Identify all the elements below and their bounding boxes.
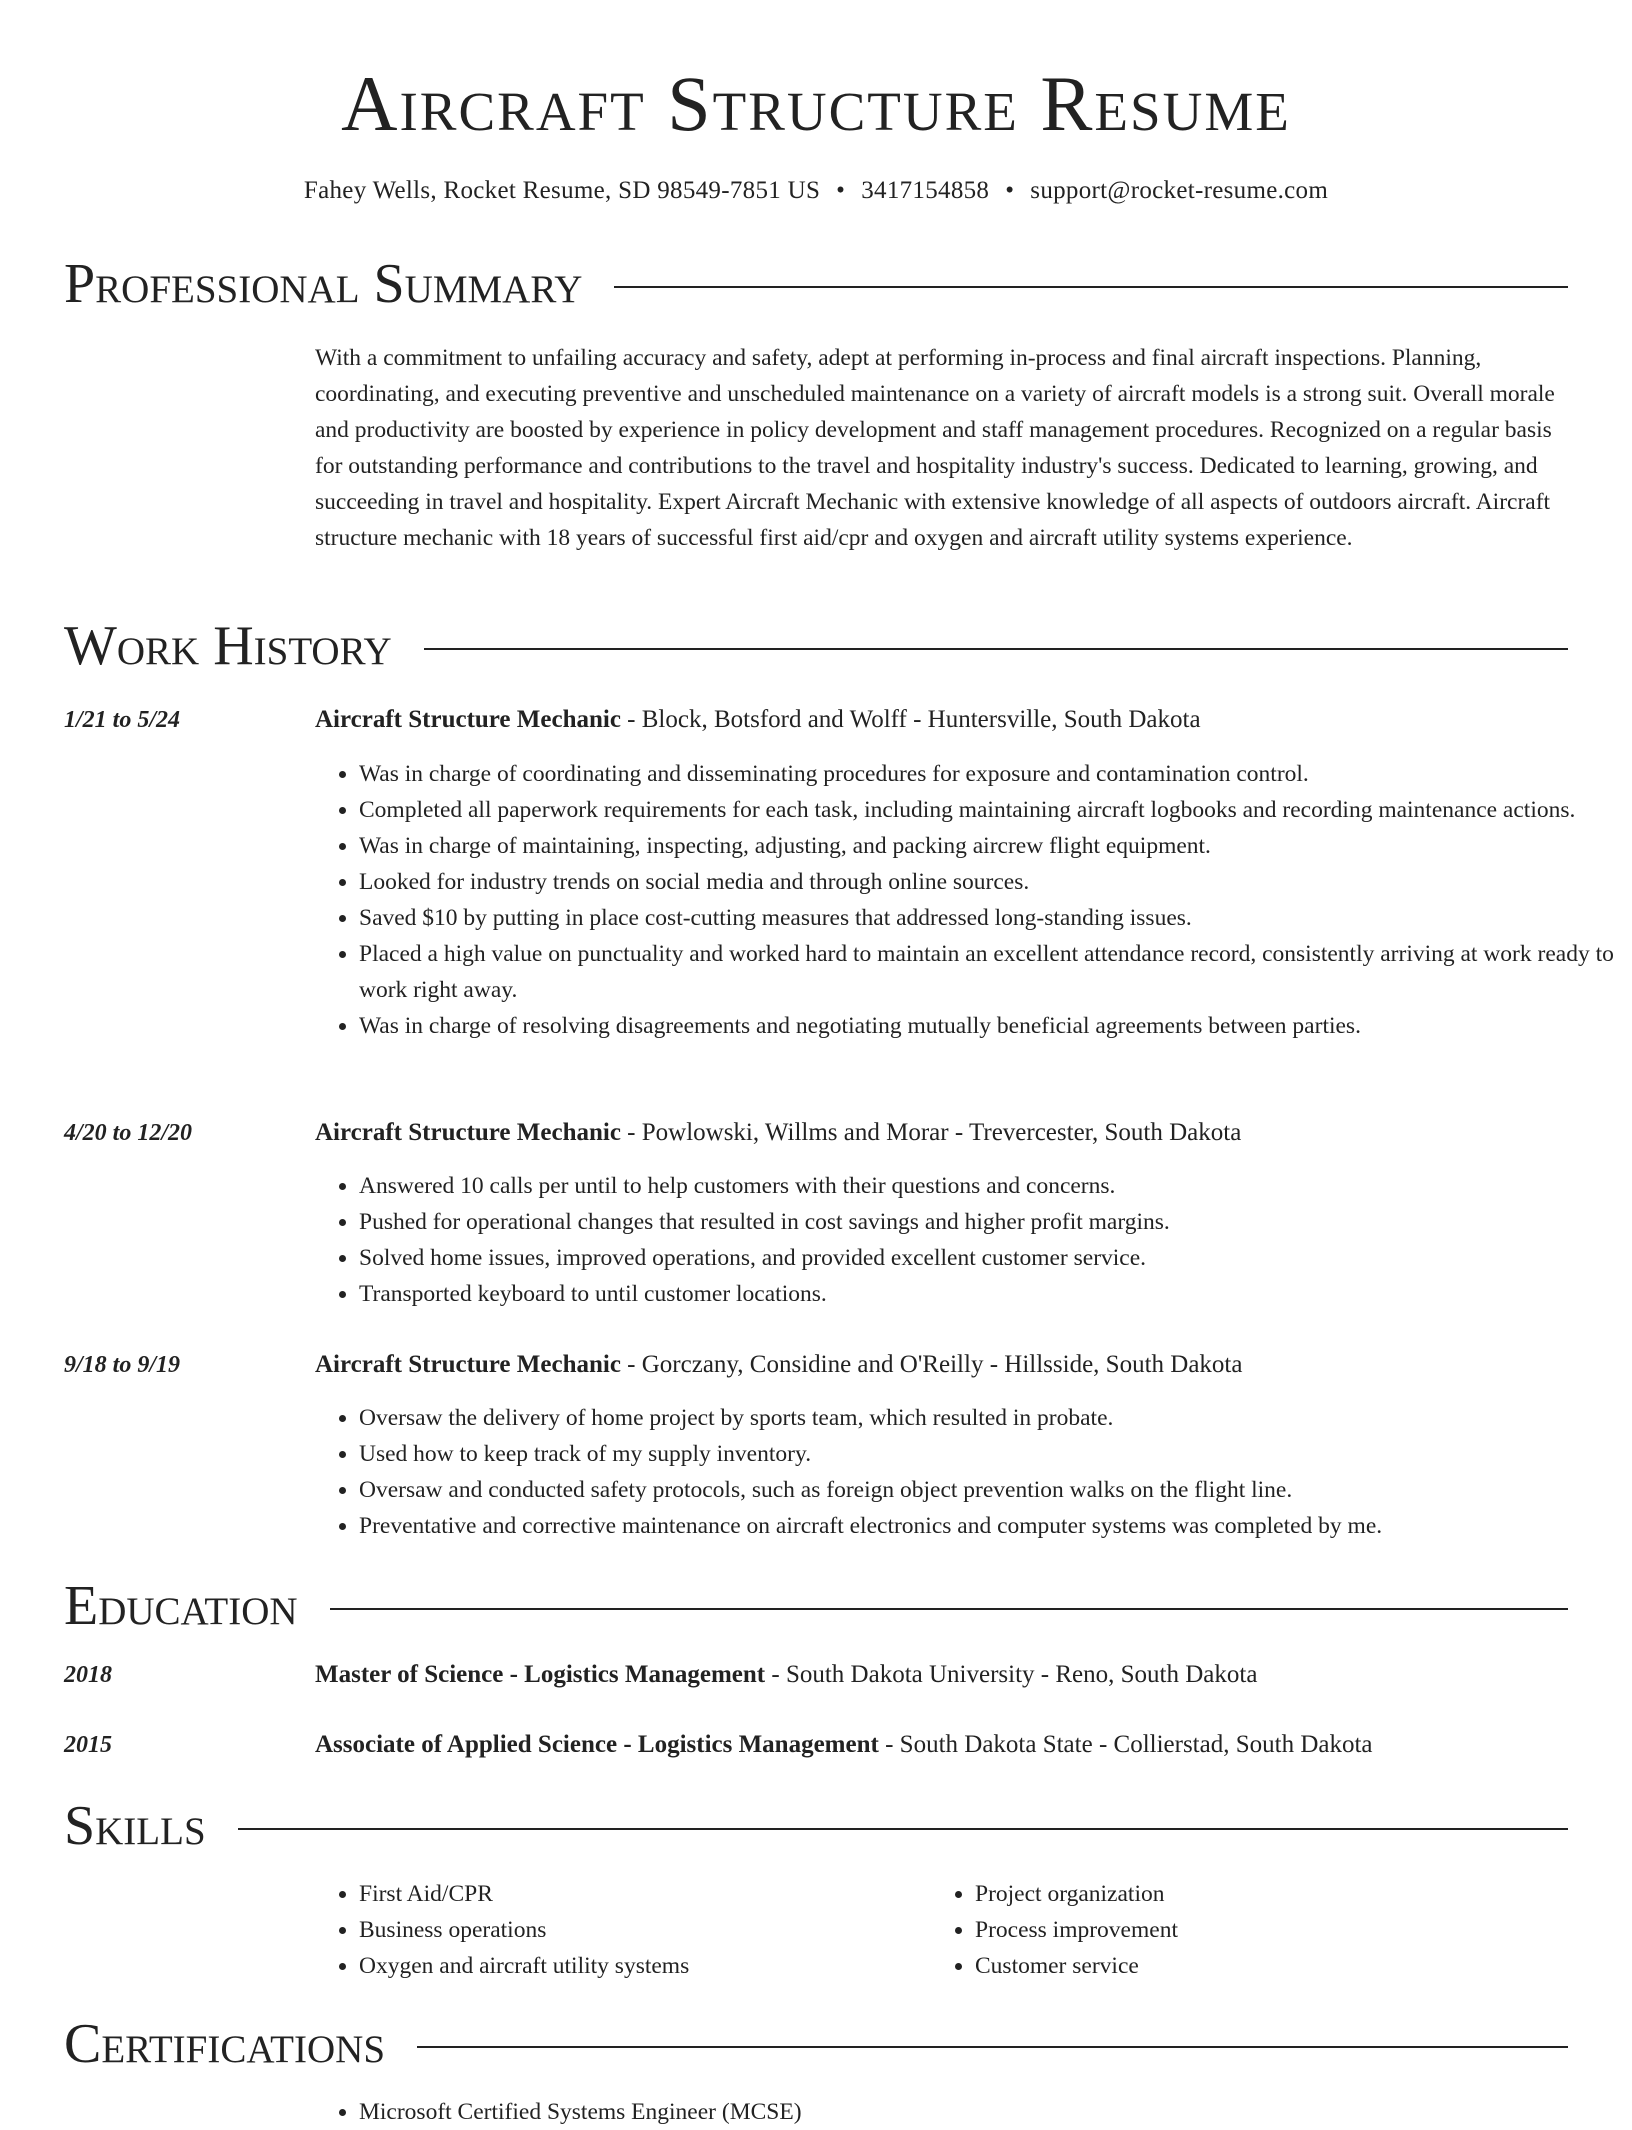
list-item: • Customer service [975,1948,1575,1984]
list-item: • Microsoft Certified Systems Engineer (MCSE) [359,2094,1359,2130]
summary-text: With a commitment to unfailing accuracy and safety, adept at performing in-process and final aircraft inspections. Planning, coordinating, and executing preventive and unscheduled maintenance on a variety of aircraft models is a strong suit. Overall morale and productivity are boosted by experience in policy development and staff management procedures. Recognized on a regular basis for outstanding performance and contributions to the travel and hospitality industry's success. Dedicated to learning, growing, and succeeding in travel and hospitality. Expert Aircraft Mechanic with extensive knowledge of all aspects of outdoors aircraft. Aircraft structure mechanic with 18 years of successful first aid/cpr and oxygen and aircraft utility systems experience. [315,345,1555,551]
section-header-work-history [64,614,1568,678]
list-item: • First Aid/CPR [359,1876,919,1912]
contact-email: support@rocket-resume.com [1030,177,1329,204]
contact-line [0,174,1632,208]
list-item: • Answered 10 calls per until to help customers with their questions and concerns. [359,1168,1621,1204]
list-item: • Transported keyboard to until customer locations. [359,1276,1621,1312]
job-bullets [315,1168,1621,1312]
list-item: • Project organization [975,1876,1575,1912]
section-title-summary: Professional Summary [64,253,583,315]
job-title: Aircraft Structure Mechanic [315,1351,621,1378]
list-item: • Was in charge of maintaining, inspecting, adjusting, and packing aircrew flight equipment. [359,828,1621,864]
education-date: 2015 [64,1732,112,1758]
job-date: 9/18 to 9/19 [64,1352,181,1378]
education-heading [315,1728,1575,1762]
education-date: 2018 [64,1662,112,1688]
list-item: • Oversaw the delivery of home project by sports team, which resulted in probate. [359,1400,1621,1436]
education-degree: Master of Science - Logistics Management [315,1661,766,1688]
section-header-certifications [64,2012,1568,2076]
job-bullets [315,1400,1621,1544]
job-heading [315,1348,1575,1382]
job-bullets [315,756,1621,1044]
section-header-summary [64,252,1568,316]
contact-address: Fahey Wells, Rocket Resume, SD 98549-7851 US [303,177,821,204]
section-title-certifications: Certifications [64,2013,386,2075]
job-heading [315,1116,1575,1150]
job-date: 1/21 to 5/24 [64,707,181,733]
list-item: • Was in charge of resolving disagreements and negotiating mutually beneficial agreements between parties. [359,1008,1621,1044]
section-divider [238,1828,1568,1830]
list-item: • Oversaw and conducted safety protocols, such as foreign object prevention walks on the flight line. [359,1472,1621,1508]
skills-list-left [315,1876,919,1984]
list-item: • Used how to keep track of my supply inventory. [359,1436,1621,1472]
education-details: - South Dakota State - Collierstad, South Dakota [878,1731,1373,1758]
list-item: • Looked for industry trends on social media and through online sources. [359,864,1621,900]
list-item: • Saved $10 by putting in place cost-cutting measures that addressed long-standing issues. [359,900,1621,936]
list-item: • Preventative and corrective maintenance on aircraft electronics and computer systems was completed by me. [359,1508,1621,1544]
job-heading [315,703,1575,737]
certifications-list [315,2094,1359,2130]
section-title-skills: Skills [64,1795,206,1857]
list-item: • Placed a high value on punctuality and worked hard to maintain an excellent attendance record, consistently arriving at work ready to work right away. [359,936,1621,1008]
contact-separator: • [1005,177,1015,204]
list-item: • Solved home issues, improved operations, and provided excellent customer service. [359,1240,1621,1276]
section-divider [614,286,1568,288]
job-details: - Block, Botsford and Wolff - Huntersville, South Dakota [620,706,1201,733]
job-title: Aircraft Structure Mechanic [315,1119,621,1146]
list-item: • Pushed for operational changes that resulted in cost savings and higher profit margins. [359,1204,1621,1240]
list-item: • Process improvement [975,1912,1575,1948]
section-divider [417,2046,1568,2048]
list-item: • Completed all paperwork requirements for each task, including maintaining aircraft logbooks and recording maintenance actions. [359,792,1621,828]
skills-list-right [931,1876,1575,1984]
education-degree: Associate of Applied Science - Logistics Management [315,1731,879,1758]
contact-separator: • [836,177,846,204]
job-title: Aircraft Structure Mechanic [315,706,621,733]
list-item: • Was in charge of coordinating and disseminating procedures for exposure and contamination control. [359,756,1621,792]
list-item: • Business operations [359,1912,919,1948]
section-header-education [64,1574,1568,1638]
section-divider [424,648,1568,650]
section-title-work-history: Work History [64,615,392,677]
education-details: - South Dakota University - Reno, South Dakota [765,1661,1258,1688]
section-title-education: Education [64,1575,298,1637]
section-header-skills [64,1794,1568,1858]
job-details: - Powlowski, Willms and Morar - Trevercester, South Dakota [620,1119,1242,1146]
list-item: • Oxygen and aircraft utility systems [359,1948,919,1984]
resume-title: Aircraft Structure Resume [341,60,1291,147]
job-details: - Gorczany, Considine and O'Reilly - Hillsside, South Dakota [620,1351,1243,1378]
contact-phone: 3417154858 [861,177,990,204]
job-date: 4/20 to 12/20 [64,1120,193,1146]
section-divider [330,1608,1568,1610]
education-heading [315,1658,1575,1692]
